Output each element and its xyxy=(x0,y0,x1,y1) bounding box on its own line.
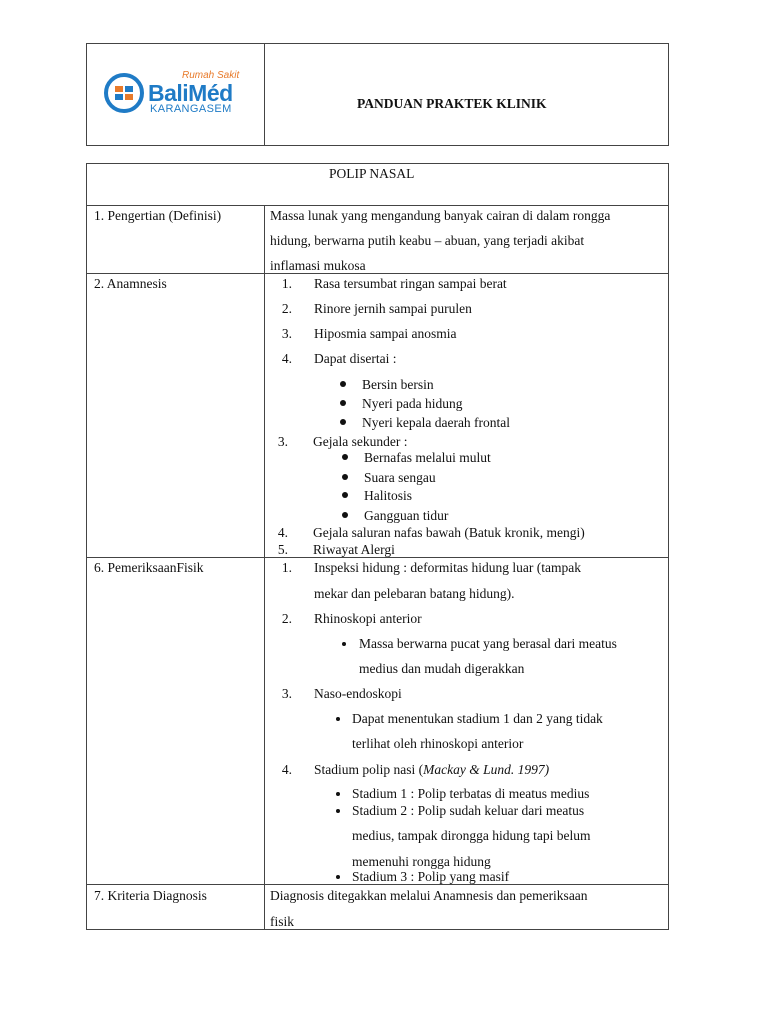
row-label-kriteria: 7. Kriteria Diagnosis xyxy=(94,888,207,903)
list-item xyxy=(314,763,549,777)
table-row-divider xyxy=(86,273,669,274)
list-number: 1. xyxy=(281,560,292,575)
list-number: 2. xyxy=(281,611,292,626)
list-item-continued: mekar dan pelebaran batang hidung). xyxy=(314,586,515,601)
table-border-bottom xyxy=(86,929,669,930)
section-title: POLIP NASAL xyxy=(329,166,415,181)
list-number: 3. xyxy=(281,326,292,341)
header-border-top xyxy=(86,43,669,44)
header-border-left xyxy=(86,43,87,146)
list-number: 3. xyxy=(281,686,292,701)
sub-list-item-continued: terlihat oleh rhinoskopi anterior xyxy=(352,736,524,751)
sub-list-item: Gangguan tidur xyxy=(364,508,449,523)
sub-list-item-continued: medius dan mudah digerakkan xyxy=(359,661,525,676)
list-item: Naso-endoskopi xyxy=(314,686,402,701)
definition-text-line: inflamasi mukosa xyxy=(270,258,366,273)
list-number: 5. xyxy=(277,542,288,557)
sub-list-item: Dapat menentukan stadium 1 dan 2 yang tidak xyxy=(352,711,603,726)
sub-list-item: Bersin bersin xyxy=(362,377,434,392)
list-item-text: Stadium polip nasi ( xyxy=(314,762,424,777)
list-item: Gejala sekunder : xyxy=(313,434,408,449)
definition-text-line: hidung, berwarna putih keabu – abuan, yang terjadi akibat xyxy=(270,233,585,248)
list-item: Rasa tersumbat ringan sampai berat xyxy=(314,276,507,291)
citation-text: Mackay & Lund. 1997) xyxy=(423,762,550,777)
table-row-divider xyxy=(86,884,669,885)
table-row-divider xyxy=(86,557,669,558)
sub-list-item: Bernafas melalui mulut xyxy=(364,450,491,465)
bullet-icon xyxy=(342,492,348,498)
table-border-right xyxy=(668,163,669,930)
sub-list-item: Suara sengau xyxy=(364,470,436,485)
list-item: Gejala saluran nafas bawah (Batuk kronik, mengi) xyxy=(313,525,585,540)
sub-list-item: Nyeri kepala daerah frontal xyxy=(362,415,511,430)
sub-list-item-continued: medius, tampak dirongga hidung tapi belum xyxy=(352,828,591,843)
sub-list-item: Stadium 1 : Polip terbatas di meatus medius xyxy=(352,786,590,801)
list-number: 4. xyxy=(281,762,292,777)
hospital-logo xyxy=(100,66,260,122)
criteria-text-line: fisik xyxy=(270,914,295,929)
logo-brand-text: BaliMéd xyxy=(148,80,233,106)
logo-emblem-icon xyxy=(102,71,152,121)
list-item: Dapat disertai : xyxy=(314,351,397,366)
logo-top-text: Rumah Sakit xyxy=(182,70,240,81)
list-item: Rhinoskopi anterior xyxy=(314,611,422,626)
list-item: Inspeksi hidung : deformitas hidung luar (tampak xyxy=(314,560,581,575)
bullet-icon xyxy=(336,792,340,796)
document-title: PANDUAN PRAKTEK KLINIK xyxy=(357,96,547,111)
header-divider xyxy=(264,43,265,146)
table-row-divider xyxy=(86,205,669,206)
bullet-icon xyxy=(336,809,340,813)
row-label-pemeriksaan: 6. PemeriksaanFisik xyxy=(94,560,204,575)
definition-text-line: Massa lunak yang mengandung banyak cairan di dalam rongga xyxy=(270,208,611,223)
list-item: Hiposmia sampai anosmia xyxy=(314,326,457,341)
list-number: 4. xyxy=(281,351,292,366)
list-number: 4. xyxy=(277,525,288,540)
bullet-icon xyxy=(342,512,348,518)
table-border-top xyxy=(86,163,669,164)
list-number: 3. xyxy=(277,434,288,449)
list-number: 1. xyxy=(281,276,292,291)
list-item: Rinore jernih sampai purulen xyxy=(314,301,472,316)
row-label-definisi: 1. Pengertian (Definisi) xyxy=(94,208,222,223)
table-border-left xyxy=(86,163,87,930)
bullet-icon xyxy=(342,642,346,646)
sub-list-item-continued: memenuhi rongga hidung xyxy=(352,854,491,869)
sub-list-item: Stadium 2 : Polip sudah keluar dari meatus xyxy=(352,803,585,818)
sub-list-item: Massa berwarna pucat yang berasal dari meatus xyxy=(359,636,617,651)
bullet-icon xyxy=(342,474,348,480)
header-border-right xyxy=(668,43,669,146)
list-item: Riwayat Alergi xyxy=(313,542,395,557)
bullet-icon xyxy=(342,454,348,460)
logo-sub-text: KARANGASEM xyxy=(150,103,232,115)
header-border-bottom xyxy=(86,145,669,146)
bullet-icon xyxy=(340,400,346,406)
row-label-anamnesis: 2. Anamnesis xyxy=(94,276,167,291)
bullet-icon xyxy=(336,717,340,721)
bullet-icon xyxy=(340,419,346,425)
sub-list-item: Nyeri pada hidung xyxy=(362,396,463,411)
criteria-text-line: Diagnosis ditegakkan melalui Anamnesis dan pemeriksaan xyxy=(270,888,588,903)
bullet-icon xyxy=(340,381,346,387)
bullet-icon xyxy=(336,875,340,879)
table-column-divider xyxy=(264,205,265,930)
list-number: 2. xyxy=(281,301,292,316)
sub-list-item: Stadium 3 : Polip yang masif xyxy=(352,869,510,884)
sub-list-item: Halitosis xyxy=(364,488,413,503)
